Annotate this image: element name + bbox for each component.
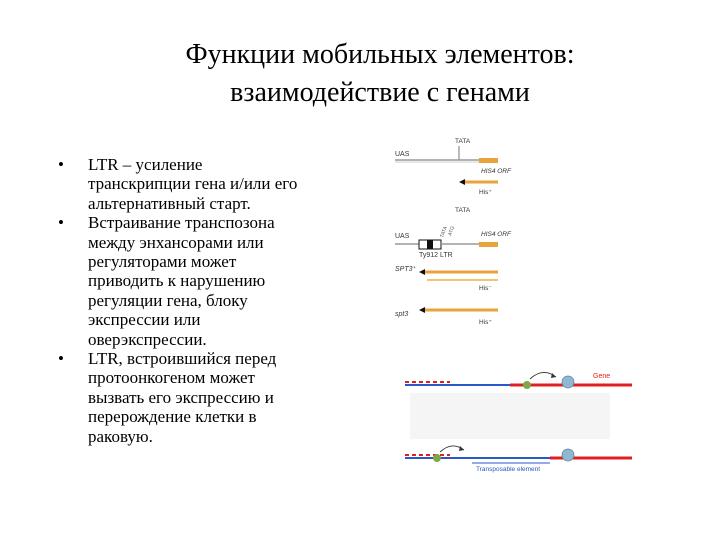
slide-title [80, 36, 680, 112]
atg-label: ATG [447, 225, 457, 237]
transposable-element-label: Transposable element [476, 466, 541, 473]
bullet-line: Встраивание транспозона [88, 213, 275, 233]
bullet-line: протоонкогеном может [88, 368, 255, 388]
his4-orf-label-2: HIS4 ORF [481, 231, 511, 238]
title-line-2: взаимодействие с генами [230, 77, 530, 108]
bullet-line: вызвать его экспрессию и [88, 387, 274, 407]
small-tata-label: TATA [439, 225, 449, 239]
spt3-plus-label: SPT3⁺ [395, 266, 417, 273]
bullet-line: альтернативный старт. [88, 193, 251, 213]
bullet-item-oncogene [58, 349, 363, 446]
bullet-line: экспрессии или [88, 310, 201, 330]
his-plus-label-2: His⁺ [479, 319, 492, 326]
his-plus-label: His⁺ [479, 189, 492, 196]
his4-orf-bar [479, 158, 498, 163]
bullet-line: раковую. [88, 426, 153, 446]
bullet-line: приводить к нарушению [88, 271, 266, 291]
bullet-line: регуляторами может [88, 252, 237, 272]
bullet-line: оверэкспрессии. [88, 329, 207, 349]
bullet-line: регуляции гена, блоку [88, 290, 248, 310]
element-dot [523, 381, 531, 389]
spt3-label: spt3 [395, 311, 409, 318]
his4-orf-label: HIS4 ORF [481, 168, 511, 175]
uas-label-2: UAS [395, 233, 410, 240]
faded-panel [410, 393, 610, 439]
transposon-gene-figure [400, 365, 632, 475]
uas-label: UAS [395, 151, 410, 158]
polymerase-icon [562, 376, 574, 388]
bullet-line: транскрипции гена и/или его [88, 174, 298, 194]
his4-ltr-figure [393, 130, 511, 330]
arrow-curve-head [551, 373, 556, 378]
arrow-curve-head-2 [459, 446, 464, 451]
bullet-marker: • [58, 213, 64, 233]
bullet-marker: • [58, 155, 64, 174]
bullet-line: LTR, встроившийся перед [88, 349, 277, 369]
bullet-line: между энхансорами или [88, 232, 264, 252]
title-line-1: Функции мобильных элементов: [185, 39, 575, 70]
element-dot-2 [433, 454, 441, 462]
bullet-item-insertion [58, 213, 363, 349]
tata-label: TATA [455, 138, 471, 145]
tata-label-2: TATA [455, 207, 471, 214]
bullet-marker: • [58, 349, 64, 369]
polymerase-icon-2 [562, 449, 574, 461]
bullet-line: перерождение клетки в [88, 407, 257, 427]
bullet-list [58, 155, 363, 446]
his-minus-label: His⁻ [479, 285, 492, 292]
ty912-ltr-label: Ty912 LTR [419, 252, 453, 259]
bullet-item-ltr [58, 155, 363, 213]
bullet-line: LTR – усиление [88, 155, 203, 174]
gene-label: Gene [593, 373, 611, 380]
ltr-box-dark [427, 240, 433, 249]
his4-orf-bar-2 [479, 242, 498, 247]
